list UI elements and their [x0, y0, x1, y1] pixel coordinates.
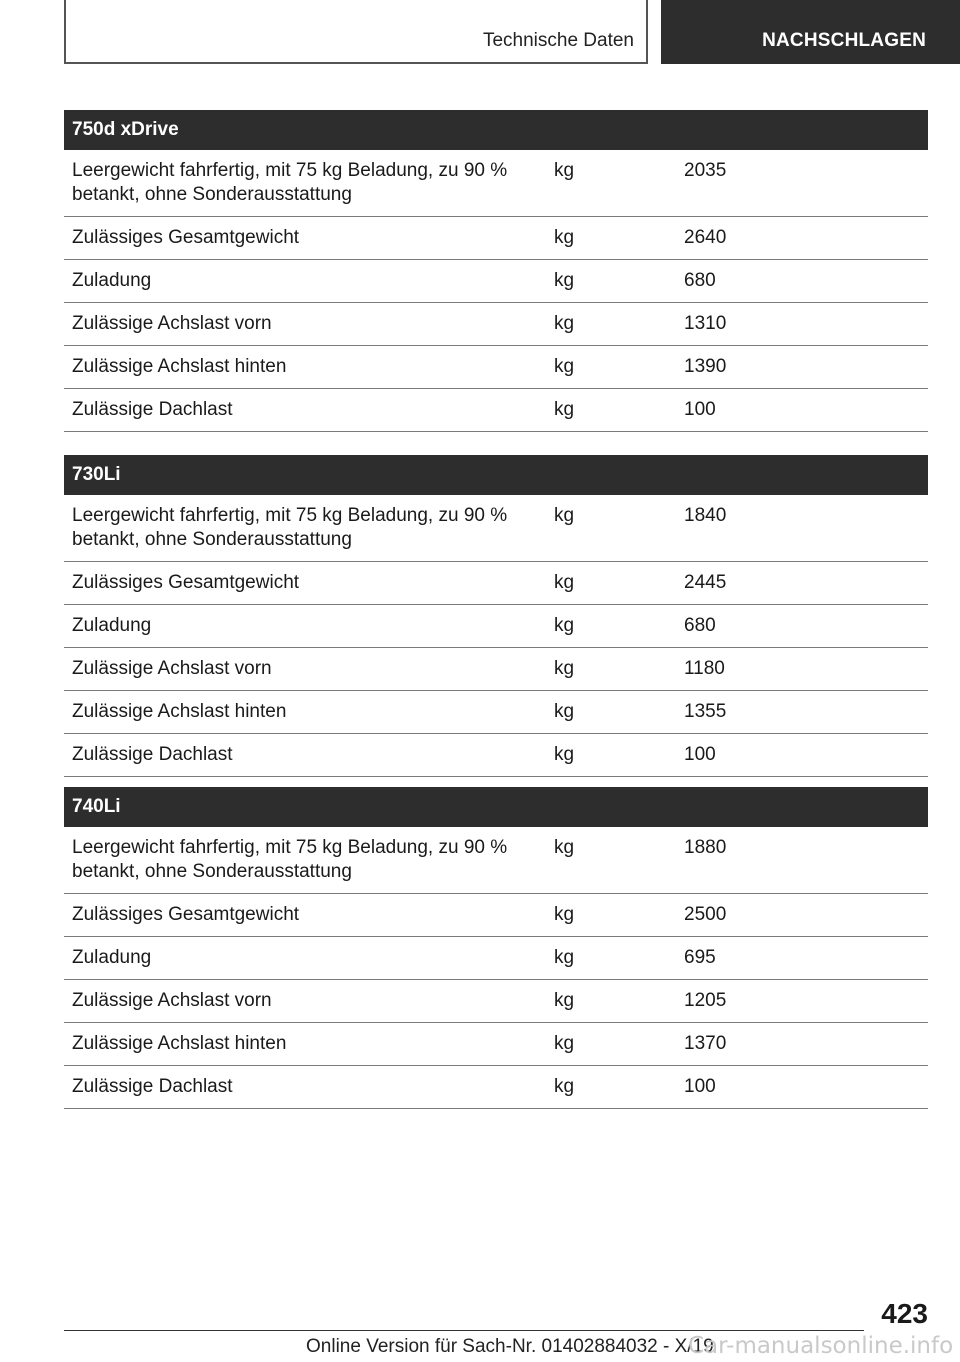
- row-unit: kg: [546, 827, 682, 894]
- row-label: Zulässiges Gesamtgewicht: [64, 894, 546, 937]
- section-title: Technische Daten: [482, 30, 634, 51]
- row-label: Zulässige Dachlast: [64, 734, 546, 777]
- weights-table-730li: [64, 455, 928, 777]
- row-value: 1840: [682, 495, 928, 562]
- row-label: Zulässige Achslast vorn: [64, 648, 546, 691]
- table-row: [64, 980, 928, 1023]
- table-title: 730Li: [64, 455, 928, 495]
- online-version-note: Online Version für Sach-Nr. 01402884032 - X/19: [306, 1336, 714, 1357]
- row-unit: kg: [546, 980, 682, 1023]
- row-unit: kg: [546, 1023, 682, 1066]
- table-row: [64, 389, 928, 432]
- row-unit: kg: [546, 495, 682, 562]
- row-value: 2035: [682, 150, 928, 217]
- row-label: Leergewicht fahrfertig, mit 75 kg Beladung, zu 90 % betankt, ohne Sonderausstattung: [64, 495, 546, 562]
- row-value: 680: [682, 605, 928, 648]
- row-unit: kg: [546, 260, 682, 303]
- row-label: Zulässige Achslast vorn: [64, 303, 546, 346]
- row-label: Zuladung: [64, 937, 546, 980]
- row-unit: kg: [546, 937, 682, 980]
- page-number: 423: [881, 1298, 928, 1329]
- row-value: 1205: [682, 980, 928, 1023]
- row-value: 2640: [682, 217, 928, 260]
- row-label: Zulässige Dachlast: [64, 389, 546, 432]
- row-value: 1880: [682, 827, 928, 894]
- table-row: [64, 1066, 928, 1109]
- row-value: 680: [682, 260, 928, 303]
- table-row: [64, 217, 928, 260]
- chapter-title: NACHSCHLAGEN: [762, 30, 926, 51]
- table-header-row: [64, 110, 928, 150]
- table-row: [64, 691, 928, 734]
- row-value: 100: [682, 734, 928, 777]
- row-value: 2445: [682, 562, 928, 605]
- table-row: [64, 150, 928, 217]
- watermark: Car-manualsonline.info: [688, 1333, 954, 1359]
- footer-divider: [64, 1330, 864, 1331]
- row-label: Zulässiges Gesamtgewicht: [64, 217, 546, 260]
- row-value: 695: [682, 937, 928, 980]
- table-row: [64, 827, 928, 894]
- table-row: [64, 260, 928, 303]
- row-label: Zuladung: [64, 605, 546, 648]
- row-label: Zulässige Dachlast: [64, 1066, 546, 1109]
- row-unit: kg: [546, 734, 682, 777]
- row-label: Leergewicht fahrfertig, mit 75 kg Beladung, zu 90 % betankt, ohne Sonderausstattung: [64, 827, 546, 894]
- table-row: [64, 734, 928, 777]
- row-value: 100: [682, 389, 928, 432]
- row-unit: kg: [546, 346, 682, 389]
- row-label: Leergewicht fahrfertig, mit 75 kg Beladung, zu 90 % betankt, ohne Sonderausstattung: [64, 150, 546, 217]
- row-unit: kg: [546, 217, 682, 260]
- row-label: Zulässige Achslast hinten: [64, 1023, 546, 1066]
- row-unit: kg: [546, 562, 682, 605]
- table-header-row: [64, 455, 928, 495]
- table-row: [64, 495, 928, 562]
- header-section-tab: [64, 0, 648, 64]
- table-row: [64, 605, 928, 648]
- row-label: Zulässiges Gesamtgewicht: [64, 562, 546, 605]
- row-value: 1370: [682, 1023, 928, 1066]
- row-value: 100: [682, 1066, 928, 1109]
- row-label: Zulässige Achslast hinten: [64, 691, 546, 734]
- row-value: 1180: [682, 648, 928, 691]
- table-row: [64, 303, 928, 346]
- table-row: [64, 894, 928, 937]
- table-row: [64, 346, 928, 389]
- row-unit: kg: [546, 605, 682, 648]
- table-title: 740Li: [64, 787, 928, 827]
- row-unit: kg: [546, 389, 682, 432]
- row-value: 2500: [682, 894, 928, 937]
- weights-table-740li: [64, 787, 928, 1109]
- weights-table-750d-xdrive: [64, 110, 928, 432]
- row-unit: kg: [546, 150, 682, 217]
- row-label: Zulässige Achslast hinten: [64, 346, 546, 389]
- row-label: Zulässige Achslast vorn: [64, 980, 546, 1023]
- table-row: [64, 648, 928, 691]
- row-value: 1310: [682, 303, 928, 346]
- row-value: 1390: [682, 346, 928, 389]
- table-row: [64, 937, 928, 980]
- row-unit: kg: [546, 648, 682, 691]
- row-value: 1355: [682, 691, 928, 734]
- row-unit: kg: [546, 691, 682, 734]
- table-title: 750d xDrive: [64, 110, 928, 150]
- table-row: [64, 1023, 928, 1066]
- row-unit: kg: [546, 1066, 682, 1109]
- row-unit: kg: [546, 894, 682, 937]
- row-label: Zuladung: [64, 260, 546, 303]
- table-header-row: [64, 787, 928, 827]
- header-chapter-tab: [661, 0, 960, 64]
- table-row: [64, 562, 928, 605]
- row-unit: kg: [546, 303, 682, 346]
